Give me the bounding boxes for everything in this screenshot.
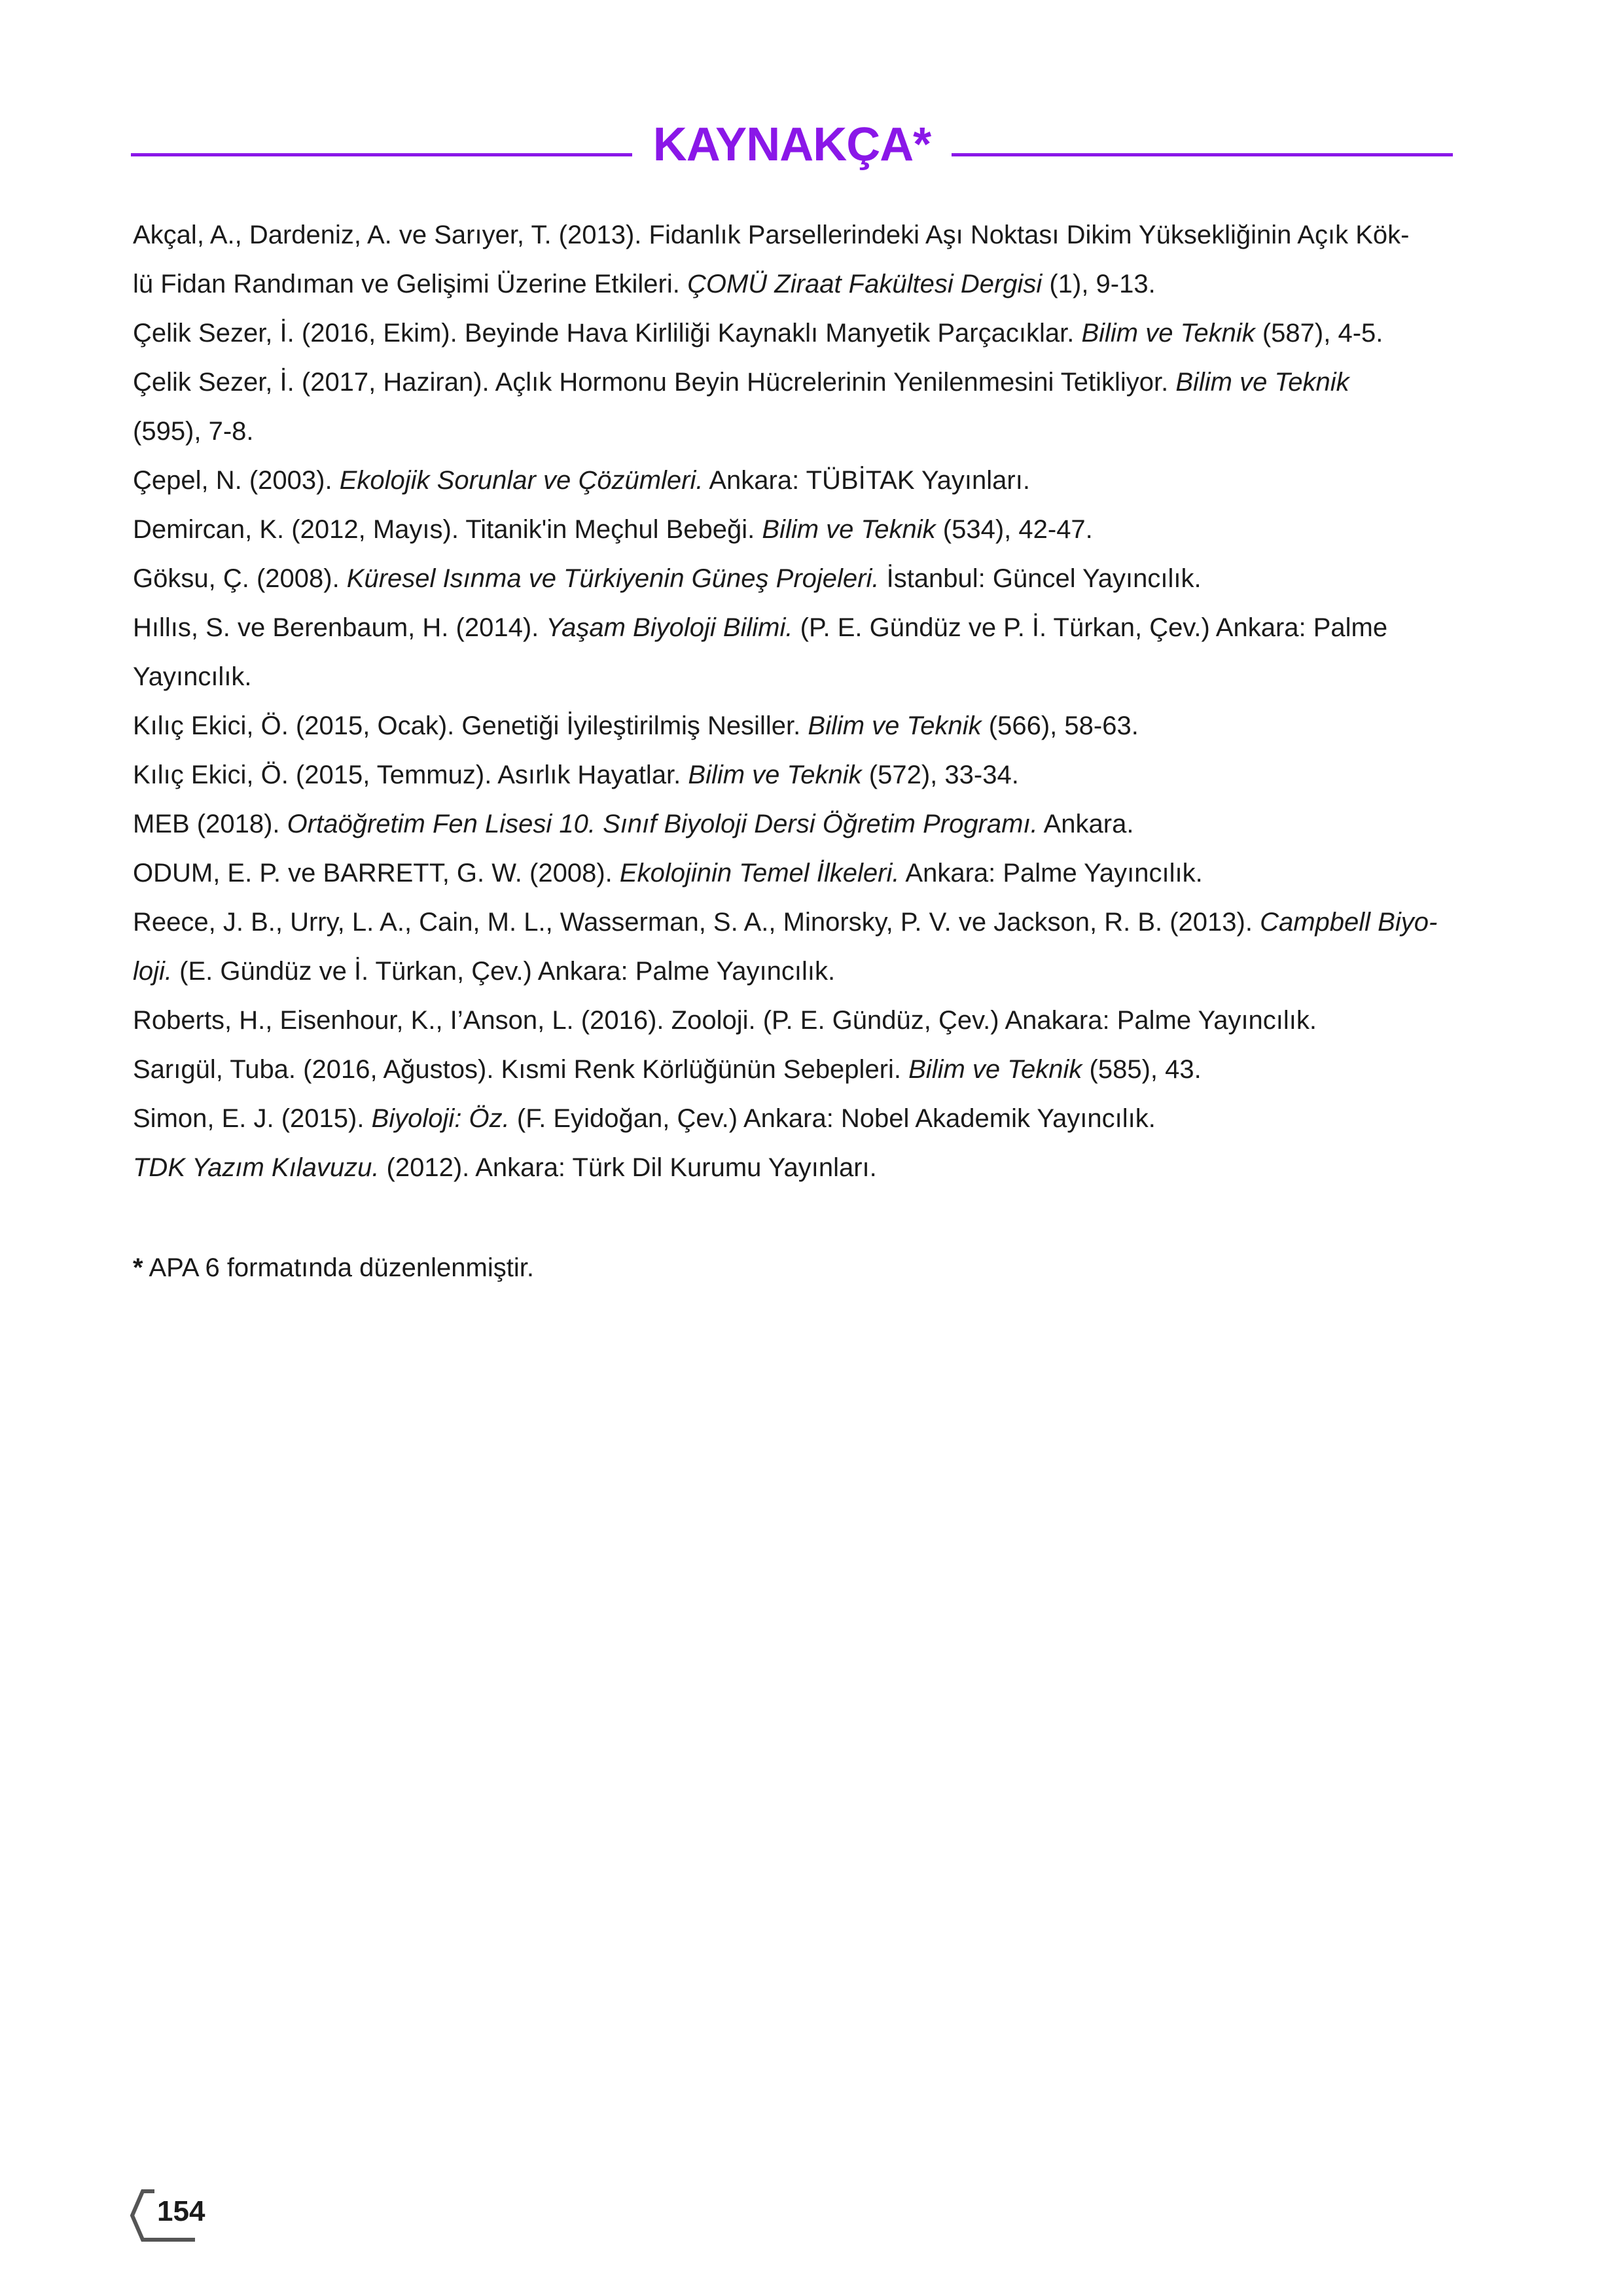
- reference-italic-text: loji.: [133, 957, 173, 986]
- reference-line: [133, 800, 1481, 849]
- reference-text: (595), 7-8.: [133, 417, 254, 446]
- reference-entry: [133, 309, 1481, 358]
- reference-entry: [133, 554, 1481, 603]
- reference-entry: [133, 211, 1481, 309]
- reference-italic-text: Bilim ve Teknik: [762, 515, 936, 544]
- reference-line: [133, 702, 1481, 751]
- reference-text: Sarıgül, Tuba. (2016, Ağustos). Kısmi Renk Körlüğünün Sebepleri.: [133, 1055, 909, 1084]
- reference-text: Reece, J. B., Urry, L. A., Cain, M. L., Wasserman, S. A., Minorsky, P. V. ve Jackson, R. B. (2013).: [133, 908, 1260, 937]
- reference-italic-text: Küresel Isınma ve Türkiyenin Güneş Projeleri.: [346, 564, 880, 593]
- reference-entry: [133, 603, 1481, 702]
- reference-text: Ankara.: [1037, 810, 1134, 838]
- reference-italic-text: ÇOMÜ Ziraat Fakültesi Dergisi: [687, 270, 1043, 298]
- header-rule-left: [131, 153, 632, 156]
- reference-entry: [133, 898, 1481, 996]
- reference-line: [133, 603, 1481, 653]
- reference-italic-text: Bilim ve Teknik: [908, 1055, 1082, 1084]
- reference-text: Kılıç Ekici, Ö. (2015, Ocak). Genetiği İyileştirilmiş Nesiller.: [133, 711, 808, 740]
- reference-text: Yayıncılık.: [133, 662, 252, 691]
- reference-italic-text: Bilim ve Teknik: [688, 761, 862, 789]
- page-title: KAYNAKÇA*: [652, 118, 931, 171]
- reference-italic-text: Ekolojinin Temel İlkeleri.: [619, 859, 900, 888]
- reference-entry: [133, 1094, 1481, 1143]
- reference-entry: [133, 702, 1481, 751]
- reference-italic-text: Bilim ve Teknik: [1081, 319, 1255, 348]
- reference-italic-text: Bilim ve Teknik: [808, 711, 982, 740]
- reference-line: [133, 996, 1481, 1045]
- reference-italic-text: Bilim ve Teknik: [1175, 368, 1349, 397]
- reference-entry: [133, 505, 1481, 554]
- reference-text: Çelik Sezer, İ. (2016, Ekim). Beyinde Hava Kirliliği Kaynaklı Manyetik Parçacıklar.: [133, 319, 1082, 348]
- reference-line: [133, 849, 1481, 898]
- reference-entry: [133, 1045, 1481, 1094]
- reference-text: Göksu, Ç. (2008).: [133, 564, 347, 593]
- reference-text: (534), 42-47.: [935, 515, 1093, 544]
- reference-text: lü Fidan Randıman ve Gelişimi Üzerine Etkileri.: [133, 270, 687, 298]
- reference-line: [133, 898, 1481, 947]
- reference-line: [133, 1045, 1481, 1094]
- reference-text: Ankara: TÜBİTAK Yayınları.: [703, 466, 1030, 495]
- reference-line: [133, 309, 1481, 358]
- reference-italic-text: Ekolojik Sorunlar ve Çözümleri.: [339, 466, 704, 495]
- reference-text: Hıllıs, S. ve Berenbaum, H. (2014).: [133, 613, 546, 642]
- reference-text: Demircan, K. (2012, Mayıs). Titanik'in Meçhul Bebeği.: [133, 515, 762, 544]
- reference-text: (F. Eyidoğan, Çev.) Ankara: Nobel Akademik Yayıncılık.: [509, 1104, 1156, 1133]
- reference-italic-text: Biyoloji: Öz.: [371, 1104, 510, 1133]
- reference-text: Roberts, H., Eisenhour, K., I’Anson, L. (2016). Zooloji. (P. E. Gündüz, Çev.) Anakara: Palme Yayıncılık.: [133, 1006, 1317, 1035]
- reference-text: Akçal, A., Dardeniz, A. ve Sarıyer, T. (2013). Fidanlık Parsellerindeki Aşı Noktası Dikim Yüksekliğinin Açık Kök-: [133, 221, 1410, 249]
- reference-text: (587), 4-5.: [1255, 319, 1383, 348]
- footnote-marker: *: [133, 1253, 143, 1282]
- reference-text: (P. E. Gündüz ve P. İ. Türkan, Çev.) Ankara: Palme: [793, 613, 1388, 642]
- header-rule-right: [952, 153, 1453, 156]
- reference-italic-text: TDK Yazım Kılavuzu.: [133, 1153, 380, 1182]
- reference-entry: [133, 800, 1481, 849]
- reference-entry: [133, 456, 1481, 505]
- reference-italic-text: Campbell Biyo-: [1260, 908, 1438, 937]
- reference-line: [133, 211, 1481, 260]
- reference-line: [133, 505, 1481, 554]
- reference-entry: [133, 996, 1481, 1045]
- reference-line: [133, 1094, 1481, 1143]
- reference-line: [133, 653, 1481, 702]
- reference-text: (2012). Ankara: Türk Dil Kurumu Yayınları.: [379, 1153, 877, 1182]
- reference-entry: [133, 751, 1481, 800]
- reference-text: Kılıç Ekici, Ö. (2015, Temmuz). Asırlık Hayatlar.: [133, 761, 688, 789]
- footnote-text: APA 6 formatında düzenlenmiştir.: [143, 1253, 534, 1282]
- reference-text: Çepel, N. (2003).: [133, 466, 340, 495]
- reference-italic-text: Ortaöğretim Fen Lisesi 10. Sınıf Biyoloji Dersi Öğretim Programı.: [287, 810, 1038, 838]
- reference-entry: [133, 849, 1481, 898]
- reference-line: [133, 751, 1481, 800]
- reference-text: (572), 33-34.: [861, 761, 1019, 789]
- reference-text: Ankara: Palme Yayıncılık.: [899, 859, 1203, 888]
- reference-text: (585), 43.: [1082, 1055, 1202, 1084]
- reference-line: [133, 554, 1481, 603]
- reference-text: İstanbul: Güncel Yayıncılık.: [879, 564, 1202, 593]
- reference-entry: [133, 358, 1481, 456]
- reference-line: [133, 407, 1481, 456]
- reference-entry: [133, 1143, 1481, 1193]
- page-number: 154: [157, 2195, 205, 2227]
- reference-text: Çelik Sezer, İ. (2017, Haziran). Açlık Hormonu Beyin Hücrelerinin Yenilenmesini Tetikliyor.: [133, 368, 1176, 397]
- page-number-tab: [130, 2186, 221, 2245]
- reference-text: (1), 9-13.: [1042, 270, 1156, 298]
- reference-line: [133, 947, 1481, 996]
- reference-list: [133, 211, 1481, 1193]
- reference-italic-text: Yaşam Biyoloji Bilimi.: [546, 613, 793, 642]
- reference-text: MEB (2018).: [133, 810, 287, 838]
- reference-text: (E. Gündüz ve İ. Türkan, Çev.) Ankara: Palme Yayıncılık.: [172, 957, 836, 986]
- reference-text: (566), 58-63.: [981, 711, 1139, 740]
- reference-line: [133, 456, 1481, 505]
- reference-text: Simon, E. J. (2015).: [133, 1104, 372, 1133]
- reference-line: [133, 260, 1481, 309]
- reference-line: [133, 1143, 1481, 1193]
- section-header: [131, 113, 1453, 185]
- footnote: [133, 1244, 534, 1293]
- reference-text: ODUM, E. P. ve BARRETT, G. W. (2008).: [133, 859, 620, 888]
- reference-line: [133, 358, 1481, 407]
